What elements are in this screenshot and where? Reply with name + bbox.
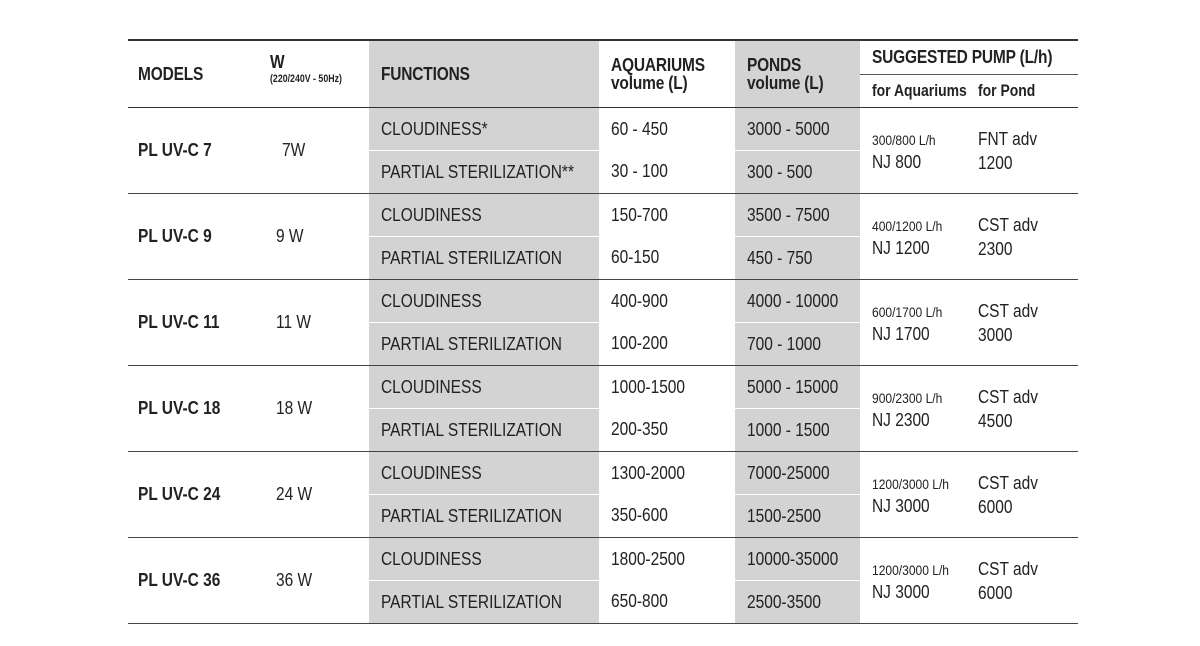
pump-aquarium-flow: 1200/3000 L/h xyxy=(872,562,949,578)
wattage-cell xyxy=(260,280,369,366)
aquarium-volume: 60 - 450 xyxy=(611,118,668,139)
pump-aquarium-cell xyxy=(860,452,978,538)
function-cell xyxy=(369,237,599,280)
model-cell xyxy=(128,108,260,194)
pump-pond-model: CST adv xyxy=(978,472,1038,493)
function-cell xyxy=(369,366,599,409)
header-ponds xyxy=(735,40,860,108)
wattage-cell xyxy=(260,108,369,194)
pond-volume-cell xyxy=(735,409,860,452)
table-row xyxy=(128,452,1078,495)
pond-volume: 5000 - 15000 xyxy=(747,376,839,397)
function-cell xyxy=(369,280,599,323)
pump-aquarium-flow: 400/1200 L/h xyxy=(872,218,943,234)
aquarium-volume: 400-900 xyxy=(611,290,668,311)
wattage-value: 9 W xyxy=(276,226,304,246)
pump-pond-cell xyxy=(978,280,1078,366)
table-row xyxy=(128,366,1078,409)
header-for-aquariums-label: for Aquariums xyxy=(872,81,967,100)
pond-volume-cell xyxy=(735,151,860,194)
aquarium-volume-cell xyxy=(599,366,735,409)
pond-volume-cell xyxy=(735,280,860,323)
aquarium-volume: 1000-1500 xyxy=(611,376,686,397)
function-cell xyxy=(369,581,599,624)
pond-volume-cell xyxy=(735,194,860,237)
function-label: PARTIAL STERILIZATION xyxy=(381,591,562,612)
pump-pond-cell xyxy=(978,194,1078,280)
aquarium-volume-cell xyxy=(599,452,735,495)
pump-pond-flow: 1200 xyxy=(978,152,1013,173)
aquarium-volume: 150-700 xyxy=(611,204,668,225)
pond-volume-cell xyxy=(735,581,860,624)
aquarium-volume-cell xyxy=(599,280,735,323)
wattage-cell xyxy=(260,194,369,280)
pond-volume-cell xyxy=(735,452,860,495)
header-functions-label: FUNCTIONS xyxy=(381,63,470,84)
pump-aquarium-model: NJ 3000 xyxy=(872,496,930,516)
header-functions xyxy=(369,40,599,108)
table-row xyxy=(128,538,1078,581)
header-watt-sublabel: (220/240V - 50Hz) xyxy=(270,72,342,85)
pump-pond-model: FNT adv xyxy=(978,128,1038,149)
function-label: PARTIAL STERILIZATION xyxy=(381,505,562,526)
header-ponds-sublabel: volume (L) xyxy=(747,72,824,93)
pump-pond-cell xyxy=(978,452,1078,538)
pump-aquarium-cell xyxy=(860,366,978,452)
header-watt xyxy=(260,40,369,108)
aquarium-volume-cell xyxy=(599,538,735,581)
pump-pond-cell xyxy=(978,366,1078,452)
wattage-value: 7W xyxy=(282,140,306,160)
aquarium-volume-cell xyxy=(599,151,735,194)
header-suggested-pump-label: SUGGESTED PUMP (L/h) xyxy=(872,47,1053,67)
pump-aquarium-model: NJ 1700 xyxy=(872,324,930,344)
spec-table-container xyxy=(128,39,1078,624)
model-cell xyxy=(128,194,260,280)
uv-c-spec-table xyxy=(128,39,1078,624)
header-aquariums-label: AQUARIUMS xyxy=(611,54,705,75)
function-label: CLOUDINESS* xyxy=(381,118,488,139)
pump-aquarium-model: NJ 3000 xyxy=(872,582,930,602)
header-models-label: MODELS xyxy=(138,63,204,84)
function-cell xyxy=(369,538,599,581)
wattage-cell xyxy=(260,538,369,624)
pump-aquarium-cell xyxy=(860,280,978,366)
pond-volume: 10000-35000 xyxy=(747,548,839,569)
pump-aquarium-cell xyxy=(860,108,978,194)
aquarium-volume: 100-200 xyxy=(611,333,668,354)
wattage-value: 36 W xyxy=(276,570,313,590)
pump-aquarium-model: NJ 1200 xyxy=(872,238,930,258)
pond-volume-cell xyxy=(735,323,860,366)
pond-volume-cell xyxy=(735,237,860,280)
function-cell xyxy=(369,151,599,194)
pump-pond-model: CST adv xyxy=(978,558,1038,579)
model-name: PL UV-C 11 xyxy=(138,312,220,332)
function-cell xyxy=(369,495,599,538)
aquarium-volume: 350-600 xyxy=(611,505,668,526)
function-label: PARTIAL STERILIZATION xyxy=(381,333,562,354)
aquarium-volume: 30 - 100 xyxy=(611,161,668,182)
table-row xyxy=(128,194,1078,237)
header-watt-label: W xyxy=(270,51,285,72)
pond-volume: 450 - 750 xyxy=(747,247,813,268)
function-label: CLOUDINESS xyxy=(381,376,482,397)
aquarium-volume-cell xyxy=(599,108,735,151)
function-label: PARTIAL STERILIZATION xyxy=(381,247,562,268)
header-for-pond-label: for Pond xyxy=(978,81,1036,100)
wattage-value: 11 W xyxy=(276,312,311,332)
function-cell xyxy=(369,409,599,452)
function-label: CLOUDINESS xyxy=(381,462,482,483)
pump-aquarium-flow: 900/2300 L/h xyxy=(872,390,943,406)
pump-pond-flow: 3000 xyxy=(978,324,1013,345)
function-cell xyxy=(369,108,599,151)
model-name: PL UV-C 24 xyxy=(138,484,221,504)
pond-volume: 2500-3500 xyxy=(747,591,822,612)
pump-aquarium-cell xyxy=(860,194,978,280)
pump-aquarium-flow: 600/1700 L/h xyxy=(872,304,943,320)
table-header xyxy=(128,40,1078,108)
function-label: CLOUDINESS xyxy=(381,204,482,225)
aquarium-volume: 650-800 xyxy=(611,591,668,612)
model-name: PL UV-C 18 xyxy=(138,398,221,418)
pump-pond-cell xyxy=(978,538,1078,624)
header-aquariums xyxy=(599,40,735,108)
pump-aquarium-model: NJ 800 xyxy=(872,152,922,172)
function-cell xyxy=(369,323,599,366)
function-cell xyxy=(369,194,599,237)
function-label: PARTIAL STERILIZATION** xyxy=(381,161,574,182)
pond-volume: 3000 - 5000 xyxy=(747,118,830,139)
aquarium-volume-cell xyxy=(599,194,735,237)
header-ponds-label: PONDS xyxy=(747,54,802,75)
pump-aquarium-flow: 300/800 L/h xyxy=(872,132,936,148)
aquarium-volume: 1800-2500 xyxy=(611,548,686,569)
aquarium-volume-cell xyxy=(599,581,735,624)
aquarium-volume: 1300-2000 xyxy=(611,462,686,483)
pond-volume: 7000-25000 xyxy=(747,462,830,483)
pump-pond-model: CST adv xyxy=(978,214,1038,235)
pond-volume: 4000 - 10000 xyxy=(747,290,839,311)
table-row xyxy=(128,108,1078,151)
pond-volume-cell xyxy=(735,495,860,538)
pump-pond-flow: 4500 xyxy=(978,410,1013,431)
pond-volume-cell xyxy=(735,366,860,409)
aquarium-volume-cell xyxy=(599,323,735,366)
pond-volume: 1000 - 1500 xyxy=(747,419,830,440)
function-cell xyxy=(369,452,599,495)
pump-pond-model: CST adv xyxy=(978,300,1038,321)
function-label: PARTIAL STERILIZATION xyxy=(381,419,562,440)
pond-volume-cell xyxy=(735,108,860,151)
model-cell xyxy=(128,280,260,366)
model-name: PL UV-C 7 xyxy=(138,140,212,160)
model-name: PL UV-C 36 xyxy=(138,570,221,590)
function-label: CLOUDINESS xyxy=(381,290,482,311)
pond-volume: 3500 - 7500 xyxy=(747,204,830,225)
pump-aquarium-cell xyxy=(860,538,978,624)
model-name: PL UV-C 9 xyxy=(138,226,212,246)
pond-volume: 1500-2500 xyxy=(747,505,822,526)
header-suggested-pump xyxy=(860,40,1078,75)
pump-pond-model: CST adv xyxy=(978,386,1038,407)
aquarium-volume-cell xyxy=(599,237,735,280)
pump-aquarium-flow: 1200/3000 L/h xyxy=(872,476,949,492)
pump-pond-flow: 2300 xyxy=(978,238,1013,259)
header-for-aquariums xyxy=(860,75,978,108)
pump-pond-cell xyxy=(978,108,1078,194)
wattage-cell xyxy=(260,452,369,538)
header-models xyxy=(128,40,260,108)
aquarium-volume-cell xyxy=(599,495,735,538)
table-body xyxy=(128,108,1078,624)
pump-pond-flow: 6000 xyxy=(978,582,1013,603)
header-for-pond xyxy=(978,75,1078,108)
model-cell xyxy=(128,538,260,624)
aquarium-volume-cell xyxy=(599,409,735,452)
model-cell xyxy=(128,366,260,452)
aquarium-volume: 200-350 xyxy=(611,419,668,440)
wattage-cell xyxy=(260,366,369,452)
aquarium-volume: 60-150 xyxy=(611,247,660,268)
function-label: CLOUDINESS xyxy=(381,548,482,569)
table-row xyxy=(128,280,1078,323)
wattage-value: 18 W xyxy=(276,398,313,418)
pond-volume: 700 - 1000 xyxy=(747,333,822,354)
pond-volume: 300 - 500 xyxy=(747,161,813,182)
model-cell xyxy=(128,452,260,538)
pump-aquarium-model: NJ 2300 xyxy=(872,410,930,430)
pond-volume-cell xyxy=(735,538,860,581)
header-aquariums-sublabel: volume (L) xyxy=(611,72,688,93)
wattage-value: 24 W xyxy=(276,484,313,504)
pump-pond-flow: 6000 xyxy=(978,496,1013,517)
